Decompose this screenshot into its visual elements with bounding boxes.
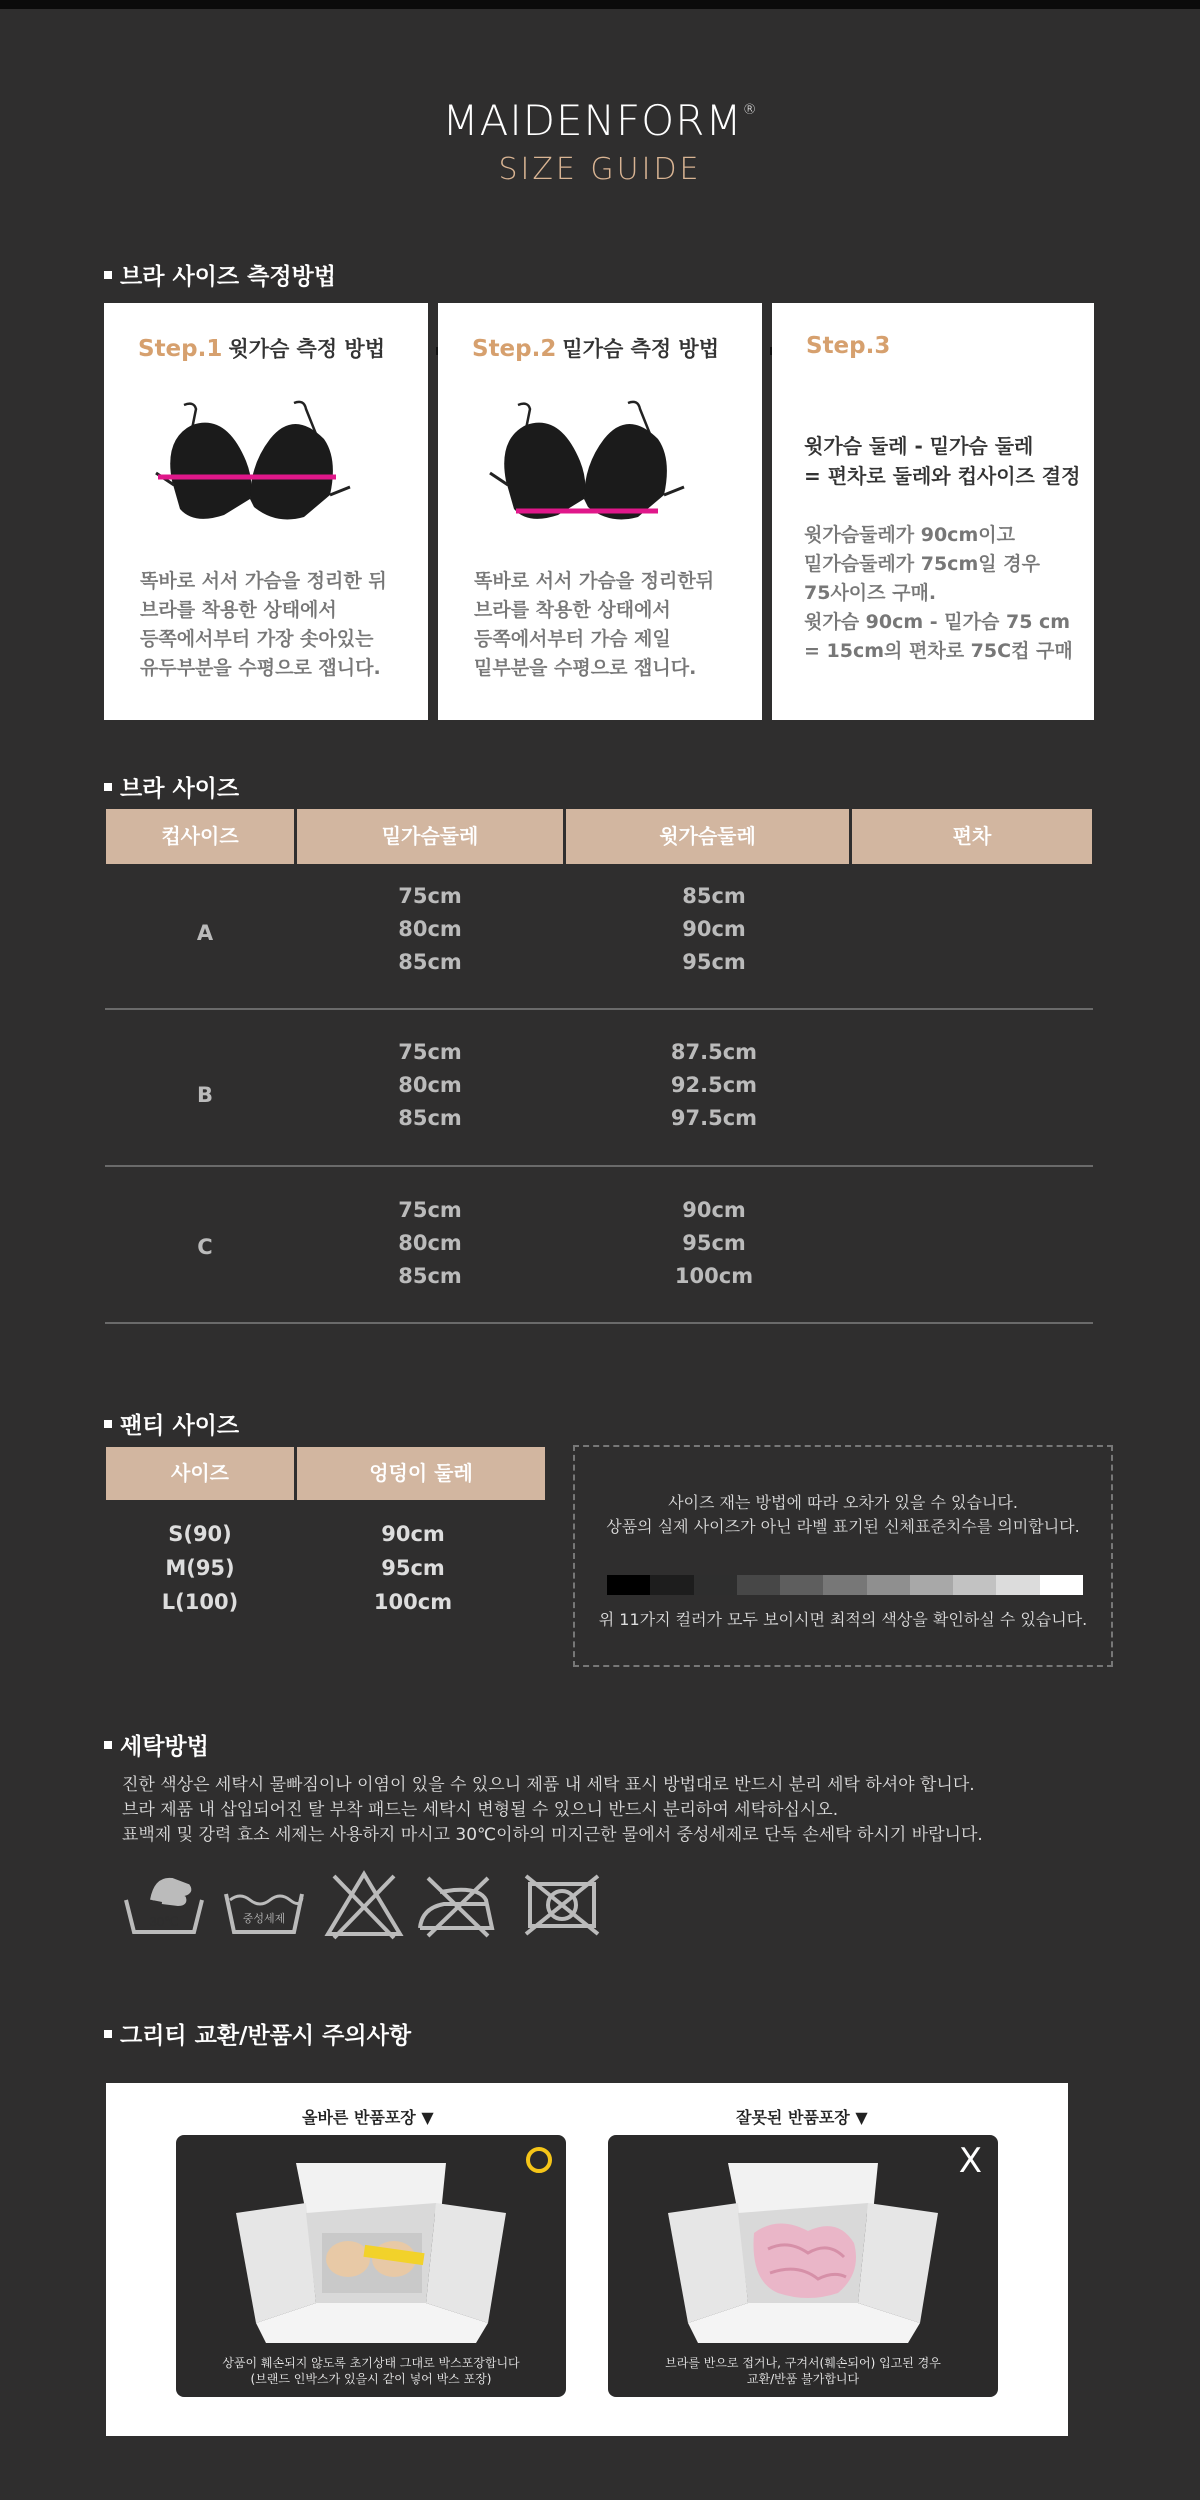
svg-text:30℃: 30℃ xyxy=(149,1914,179,1929)
step-card-3 xyxy=(772,303,1094,720)
step-description: 똑바로 서서 가슴을 정리한 뒤 브라를 착용한 상태에서 등쪽에서부터 가장 솟아있는 유두부분을 수평으로 잽니다. xyxy=(140,570,387,679)
step-example: 윗가슴둘레가 90cm이고 밑가슴둘레가 75cm일 경우 75사이즈 구매. 윗가슴 90cm - 밑가슴 75 cm = 15cm의 편차로 75C컵 구매 xyxy=(804,524,1073,662)
color-swatch xyxy=(953,1575,996,1595)
wrong-packaging-panel xyxy=(608,2135,998,2397)
underbust-values: 75cm 80cm 85cm xyxy=(398,1040,462,1130)
section-title-returns: 그리티 교환/반품시 주의사항 xyxy=(104,2017,411,2050)
section-title-washing: 세탁방법 xyxy=(104,1728,209,1761)
no-iron-icon xyxy=(414,1870,498,1940)
step-description: 똑바로 서서 가슴을 정리한뒤 브라를 착용한 상태에서 등쪽에서부터 가슴 제일 밑부분을 수평으로 잽니다. xyxy=(474,570,715,679)
cup-size-cell: A xyxy=(196,921,214,945)
color-swatch xyxy=(650,1575,693,1595)
wrong-mark-icon: X xyxy=(958,2141,982,2181)
washing-instructions: 진한 색상은 세탁시 물빠짐이나 이염이 있을 수 있으니 제품 내 세탁 표시 방법대로 반드시 분리 세탁 하셔야 합니다. 브라 제품 내 삽입되어진 탈 부착 패드는 세탁시 변형될 수 있으니 반드시 분리하여 세탁하십시오. 표백제 및 강력 효소 세제는 사용하지 마시고 30℃이하의 미지근한 물에서 중성세제로 단독 손세탁 하시기 바랍니다. xyxy=(122,1775,983,1845)
color-swatch xyxy=(607,1575,650,1595)
step-card-2 xyxy=(438,303,762,720)
return-packaging-box xyxy=(106,2083,1068,2436)
color-swatch xyxy=(867,1575,910,1595)
svg-text:중성세제: 중성세제 xyxy=(242,1912,286,1925)
section-title-measure: 브라 사이즈 측정방법 xyxy=(104,258,336,291)
color-swatch xyxy=(996,1575,1039,1595)
color-swatch xyxy=(694,1575,737,1595)
correct-packaging-panel xyxy=(176,2135,566,2397)
step-heading: Step.2 밑가슴 측정 방법 xyxy=(472,336,719,362)
color-swatch xyxy=(823,1575,866,1595)
cup-size-cell: B xyxy=(196,1083,213,1107)
underbust-values: 75cm 80cm 85cm xyxy=(398,884,462,974)
step-heading: Step.3 xyxy=(806,333,891,359)
table-header-cell: 엉덩이 둘레 xyxy=(297,1447,545,1500)
overbust-values: 85cm 90cm 95cm xyxy=(682,884,746,974)
step-heading: Step.1 윗가슴 측정 방법 xyxy=(138,336,385,362)
table-header-cell: 밑가슴둘레 xyxy=(297,809,563,864)
swatch-note-text: 위 11가지 컬러가 모두 보이시면 최적의 색상을 확인하실 수 있습니다. xyxy=(598,1610,1088,1629)
bra-underbust-illustration xyxy=(488,399,688,559)
size-note-text: 사이즈 재는 방법에 따라 오차가 있을 수 있습니다. 상품의 실제 사이즈가 아닌 라벨 표기된 신체표준치수를 의미합니다. xyxy=(606,1493,1080,1536)
table-header-cell: 편차 xyxy=(852,809,1092,864)
bra-bust-illustration xyxy=(154,399,354,559)
size-note-box xyxy=(573,1445,1113,1667)
table-row-divider xyxy=(105,1322,1093,1324)
table-row-divider xyxy=(105,1165,1093,1167)
no-tumble-dry-icon xyxy=(520,1870,604,1940)
box-with-bra-illustration xyxy=(226,2153,516,2348)
color-swatch xyxy=(737,1575,780,1595)
overbust-values: 87.5cm 92.5cm 97.5cm xyxy=(670,1040,758,1130)
correct-mark-icon xyxy=(526,2147,552,2173)
correct-packaging-label: 올바른 반품포장 ▼ xyxy=(302,2108,434,2127)
section-title-bra-size: 브라 사이즈 xyxy=(104,770,239,803)
color-swatch xyxy=(1040,1575,1083,1595)
step-card-1 xyxy=(104,303,428,720)
brand-logo: MAIDENFORM® xyxy=(442,96,758,145)
hip-values: 90cm 95cm 100cm xyxy=(373,1522,453,1614)
page-subtitle: SIZE GUIDE xyxy=(498,152,702,187)
no-bleach-icon xyxy=(322,1870,406,1940)
table-row-divider xyxy=(105,1008,1093,1010)
neutral-detergent-icon xyxy=(222,1870,306,1940)
grayscale-swatch-bar xyxy=(607,1575,1083,1595)
underbust-values: 75cm 80cm 85cm xyxy=(398,1198,462,1288)
overbust-values: 90cm 95cm 100cm xyxy=(674,1198,754,1288)
step-formula: 윗가슴 둘레 - 밑가슴 둘레 = 편차로 둘레와 컵사이즈 결정 xyxy=(804,434,1081,488)
wrong-packaging-label: 잘못된 반품포장 ▼ xyxy=(736,2108,868,2127)
correct-packaging-caption: 상품이 훼손되지 않도록 초기상태 그대로 박스포장합니다 (브랜드 인박스가 있을시 같이 넣어 박스 포장) xyxy=(222,2356,520,2386)
panty-size-values: S(90) M(95) L(100) xyxy=(161,1522,239,1614)
table-header-cell: 컵사이즈 xyxy=(106,809,294,864)
table-header-cell: 윗가슴둘레 xyxy=(566,809,849,864)
color-swatch xyxy=(910,1575,953,1595)
section-title-panty-size: 팬티 사이즈 xyxy=(104,1407,239,1440)
wrong-packaging-caption: 브라를 반으로 접거나, 구겨서(훼손되어) 입고된 경우 교환/반품 불가합니다 xyxy=(665,2356,941,2386)
table-header-cell: 사이즈 xyxy=(106,1447,294,1500)
cup-size-cell: C xyxy=(197,1235,213,1259)
hand-wash-30-icon xyxy=(122,1870,206,1940)
top-bar xyxy=(0,0,1200,9)
color-swatch xyxy=(780,1575,823,1595)
box-with-crumpled-bra-illustration xyxy=(658,2153,948,2348)
